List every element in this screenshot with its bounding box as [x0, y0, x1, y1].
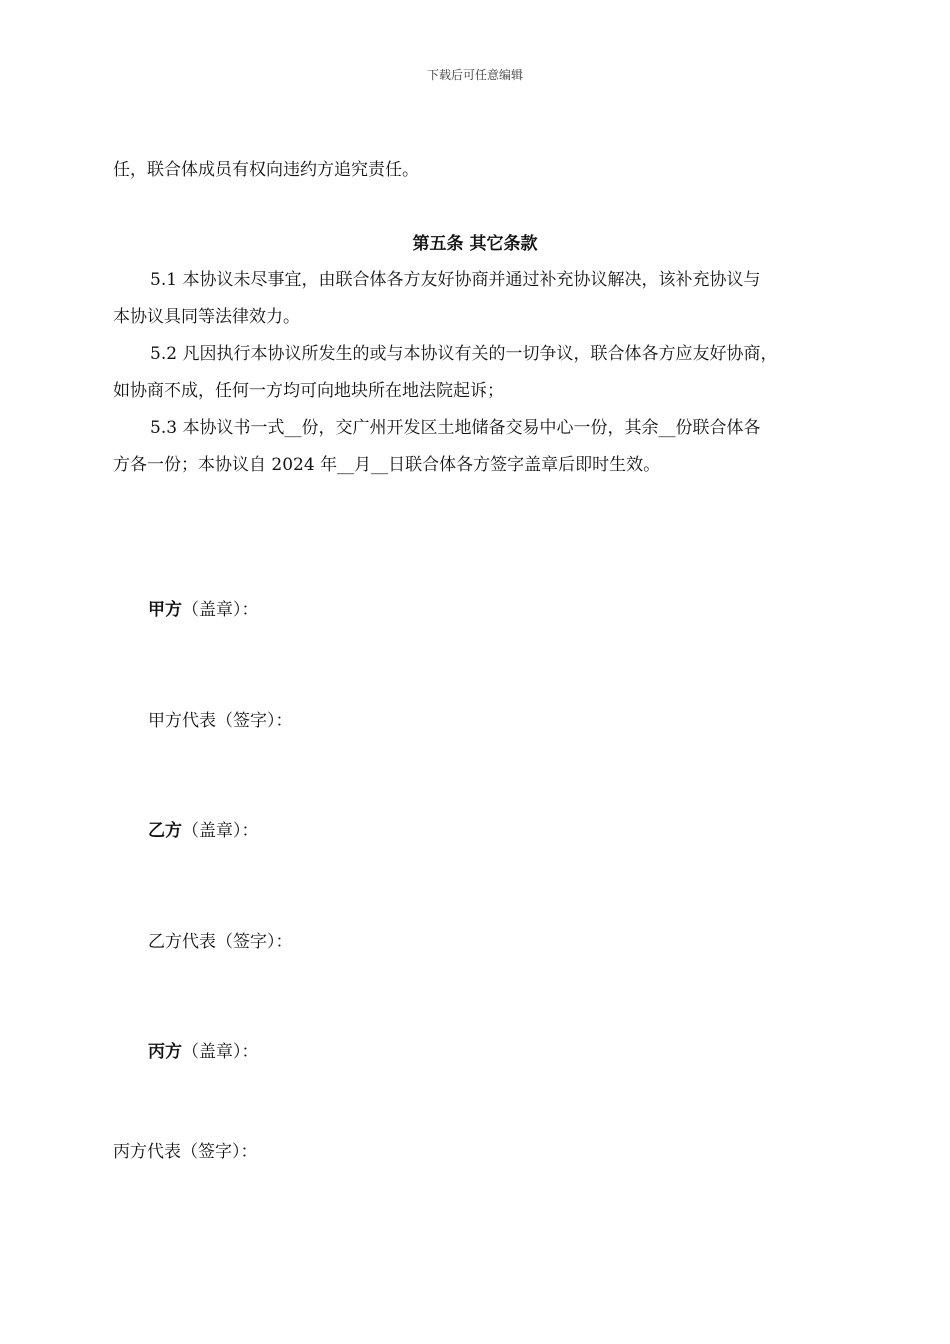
clause-5-1-line1: 5.1 本协议未尽事宜，由联合体各方友好协商并通过补充协议解决，该补充协议与 — [150, 270, 761, 290]
clause-5-3-line1: 5.3 本协议书一式__份，交广州开发区土地储备交易中心一份，其余__份联合体各 — [150, 418, 761, 438]
clause-5-2-line1: 5.2 凡因执行本协议所发生的或与本协议有关的一切争议，联合体各方应友好协商， — [150, 344, 778, 364]
continuation-text: 任，联合体成员有权向违约方追究责任。 — [113, 160, 419, 180]
section-title: 第五条 其它条款 — [412, 234, 538, 254]
clause-5-1-line2: 本协议具同等法律效力。 — [113, 307, 300, 327]
party-c-representative: 丙方代表（签字）： — [113, 1142, 258, 1162]
party-b-representative: 乙方代表（签字）： — [148, 932, 293, 952]
party-a-suffix: （盖章）： — [182, 600, 259, 620]
party-a-label: 甲方 — [148, 600, 182, 620]
party-c-label: 丙方 — [148, 1042, 182, 1062]
clause-5-2-line2: 如协商不成，任何一方均可向地块所在地法院起诉； — [113, 381, 504, 401]
clause-5-3-line2: 方各一份；本协议自 2024 年__月__日联合体各方签字盖章后即时生效。 — [113, 455, 661, 475]
party-b-seal — [148, 819, 259, 843]
party-b-suffix: （盖章）： — [182, 821, 259, 841]
party-c-suffix: （盖章）： — [182, 1042, 259, 1062]
header-note: 下载后可任意编辑 — [426, 68, 523, 82]
party-c-seal — [148, 1040, 259, 1064]
party-a-representative: 甲方代表（签字）： — [148, 711, 293, 731]
party-a-seal — [148, 598, 259, 622]
party-b-label: 乙方 — [148, 821, 182, 841]
